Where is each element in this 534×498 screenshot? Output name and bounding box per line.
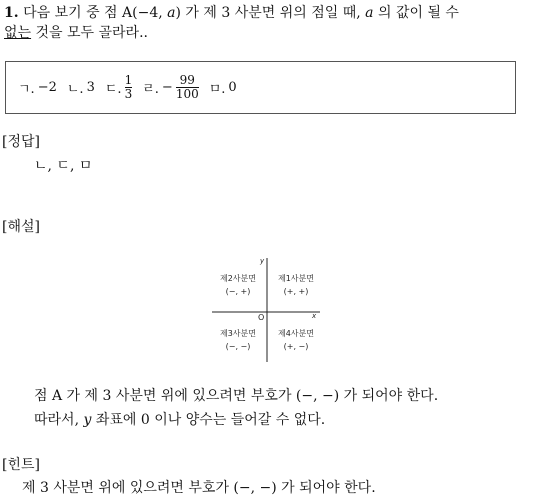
option-label: ㅁ. xyxy=(208,82,226,97)
explanation-var-y: y xyxy=(83,412,92,428)
x-axis-label: x xyxy=(312,312,317,320)
hint-line: 제 3 사분면 위에 있으려면 부호가 (−, −) 가 되어야 한다. xyxy=(22,480,376,496)
question-var-a-2: a xyxy=(365,5,374,21)
option-4 xyxy=(142,74,199,101)
quadrant-1-sign: (+, +) xyxy=(283,287,309,296)
question-text-pre: 다음 보기 중 점 A(−4, xyxy=(23,5,168,21)
question-line-1 xyxy=(4,4,459,22)
option-fraction xyxy=(125,74,133,101)
option-3 xyxy=(105,74,132,101)
quadrant-4-sign: (+, −) xyxy=(283,342,309,351)
fraction-numerator: 1 xyxy=(124,73,133,87)
options-box xyxy=(5,61,516,114)
option-value: 0 xyxy=(228,80,237,95)
option-fraction xyxy=(176,74,199,101)
quadrant-2-name: 제2사분면 xyxy=(219,274,257,283)
options-row xyxy=(18,74,237,101)
hint-label: [힌트] xyxy=(2,457,40,473)
option-value: 3 xyxy=(86,80,95,95)
option-value: −2 xyxy=(37,80,57,95)
explanation-line-1: 점 A 가 제 3 사분면 위에 있으려면 부호가 (−, −) 가 되어야 한다. xyxy=(34,388,439,404)
answer-label: [정답] xyxy=(2,134,40,150)
question-text-post: 의 값이 될 수 xyxy=(373,5,459,21)
question-number: 1. xyxy=(4,5,19,21)
question-text-mid: ) 가 제 3 사분면 위의 점일 때, xyxy=(175,5,366,21)
quadrant-1-name: 제1사분면 xyxy=(277,274,315,283)
explanation-line-2-post: 좌표에 0 이나 양수는 들어갈 수 없다. xyxy=(91,412,326,428)
option-5 xyxy=(209,78,237,97)
question-text-rest: 것을 모두 골라라.. xyxy=(31,25,148,41)
answer-value: ㄴ, ㄷ, ㅁ xyxy=(34,158,93,174)
explanation-label: [해설] xyxy=(2,219,40,235)
origin-label: O xyxy=(258,313,265,322)
option-label: ㄹ. xyxy=(142,82,159,97)
question-line-2 xyxy=(4,24,148,42)
quadrant-2-sign: (−, +) xyxy=(225,287,251,296)
option-label: ㄴ. xyxy=(66,82,84,97)
option-label: ㄷ. xyxy=(104,82,122,97)
option-label: ㄱ. xyxy=(18,82,35,97)
fraction-denominator: 100 xyxy=(175,87,199,101)
question-underlined-word: 없는 xyxy=(4,25,32,41)
quadrant-4-name: 제4사분면 xyxy=(277,329,315,338)
option-sign: − xyxy=(161,80,173,95)
explanation-line-2 xyxy=(34,411,325,429)
quadrant-3-name: 제3사분면 xyxy=(219,329,257,338)
option-2 xyxy=(67,78,95,97)
quadrant-3-sign: (−, −) xyxy=(225,342,251,351)
explanation-line-2-pre: 따라서, xyxy=(34,412,84,428)
fraction-denominator: 3 xyxy=(124,87,133,101)
option-1 xyxy=(18,78,57,97)
y-axis-label: y xyxy=(260,257,265,265)
quadrant-diagram xyxy=(208,254,328,366)
question-var-a: a xyxy=(167,5,176,21)
fraction-numerator: 99 xyxy=(179,73,195,87)
